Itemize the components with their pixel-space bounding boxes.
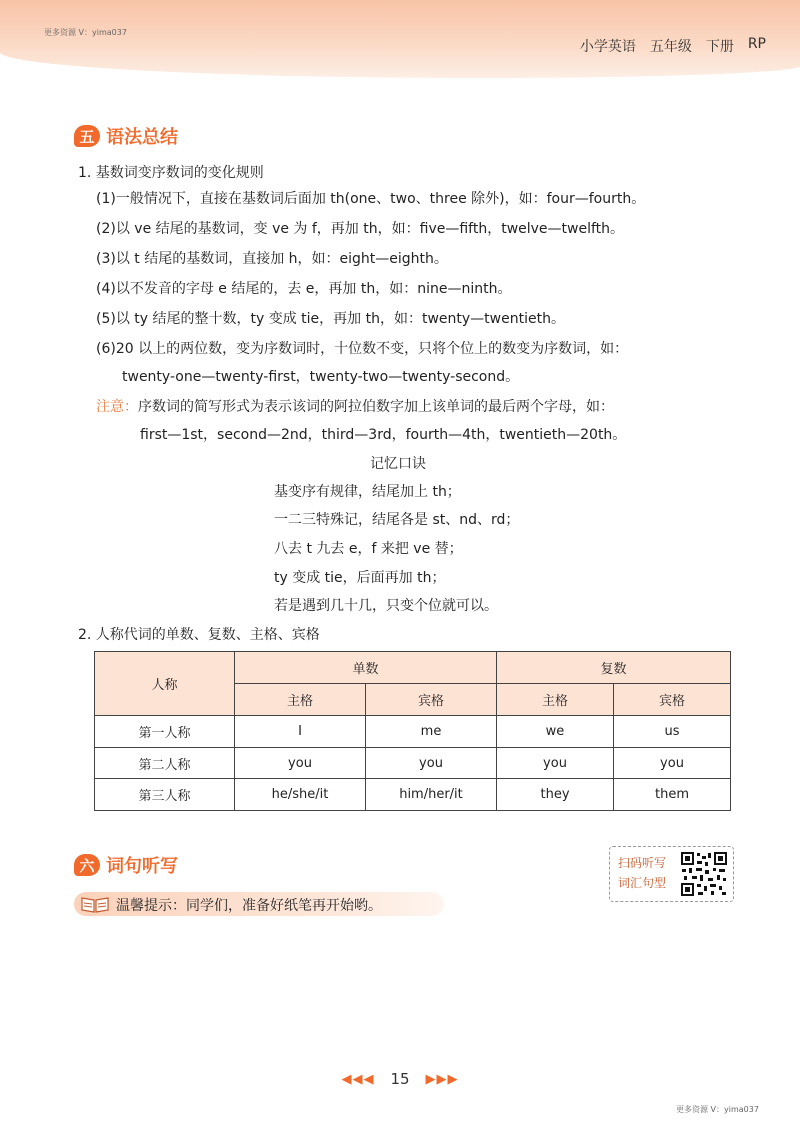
rule-5: (5)以 ty 结尾的整十数，ty 变成 tie，再加 th，如：twenty—twentieth。: [96, 311, 565, 327]
table-cell: 第二人称: [95, 748, 235, 779]
book-icon: [80, 895, 110, 913]
mnemonic-line-2: 一二三特殊记，结尾各是 st、nd、rd；: [274, 512, 520, 528]
mnemonic-line-4: ty 变成 tie，后面再加 th；: [274, 570, 446, 586]
table-cell: we: [497, 716, 614, 748]
note-example: first—1st，second—2nd，third—3rd，fourth—4th，twentieth—20th。: [140, 427, 627, 443]
right-arrows-icon: ▶▶▶: [425, 1071, 459, 1087]
book-subject: 小学英语: [579, 39, 636, 55]
rule-1: (1)一般情况下，直接在基数词后面加 th(one、two、three 除外)，如：four—fourth。: [96, 191, 646, 207]
left-arrows-icon: ◀◀◀: [341, 1071, 375, 1087]
item-2-heading: 2. 人称代词的单数、复数、主格、宾格: [78, 627, 320, 643]
section-heading-grammar: [74, 123, 178, 149]
qr-scan-box[interactable]: [609, 846, 734, 902]
table-cell: they: [497, 779, 614, 810]
table-cell: you: [614, 748, 730, 779]
table-cell: you: [235, 748, 366, 779]
item-1-heading: 1. 基数词变序数词的变化规则: [78, 165, 264, 181]
table-subheader: 主格: [497, 684, 614, 716]
table-cell: he/she/it: [235, 779, 366, 810]
book-title: [580, 36, 766, 56]
book-grade: 五年级: [649, 39, 692, 55]
page-number: 15: [390, 1070, 410, 1088]
rule-6-example: twenty-one—twenty-first，twenty-two—twenty-second。: [122, 369, 520, 385]
page-footer: [0, 1070, 800, 1088]
section-title-dictation: 词句听写: [106, 856, 178, 877]
table-group-header-plural: 复数: [497, 652, 730, 684]
table-cell: us: [614, 716, 730, 748]
section-heading-dictation: [74, 852, 178, 878]
rule-3: (3)以 t 结尾的基数词，直接加 h，如：eight—eighth。: [96, 251, 448, 267]
watermark-top: 更多资源 V：yima037: [44, 28, 127, 37]
section-title-grammar: 语法总结: [106, 127, 178, 148]
rule-6: (6)20 以上的两位数，变为序数词时，十位数不变，只将个位上的数变为序数词，如：: [96, 341, 629, 357]
table-cell: 第一人称: [95, 716, 235, 748]
mnemonic-title: 记忆口诀: [370, 456, 426, 472]
mnemonic-line-5: 若是遇到几十几，只变个位就可以。: [274, 598, 498, 614]
table-corner-header: 人称: [95, 652, 235, 716]
mnemonic-line-1: 基变序有规律，结尾加上 th；: [274, 484, 461, 500]
tip-text: 温馨提示：同学们，准备好纸笔再开始哟。: [116, 898, 382, 914]
table-subheader: 主格: [235, 684, 366, 716]
table-subheader: 宾格: [614, 684, 730, 716]
table-cell: him/her/it: [366, 779, 497, 810]
table-cell: you: [497, 748, 614, 779]
qr-label-line-1: 扫码听写: [618, 856, 667, 870]
section-badge-6: 六: [74, 854, 100, 876]
table-group-header-singular: 单数: [235, 652, 497, 684]
table-subheader: 宾格: [366, 684, 497, 716]
tip-bar: [74, 892, 444, 916]
table-cell: them: [655, 787, 689, 802]
pronoun-table: [94, 651, 731, 811]
mnemonic-line-3: 八去 t 九去 e，f 来把 ve 替；: [274, 541, 463, 557]
table-cell: me: [366, 716, 497, 748]
note-text: 序数词的简写形式为表示该词的阿拉伯数字加上该单词的最后两个字母，如：: [138, 399, 614, 415]
rule-2: (2)以 ve 结尾的基数词，变 ve 为 f，再加 th，如：five—fifth，twelve—twelfth。: [96, 221, 625, 237]
rule-4: (4)以不发音的字母 e 结尾的，去 e，再加 th，如：nine—ninth。: [96, 281, 512, 297]
watermark-bottom: 更多资源 V：yima037: [676, 1105, 759, 1114]
table-cell: you: [366, 748, 497, 779]
book-volume: 下册: [705, 39, 734, 55]
note-line: [96, 396, 614, 416]
qr-code-icon[interactable]: [680, 851, 728, 897]
section-badge-5: 五: [74, 125, 100, 147]
qr-label: [618, 853, 666, 893]
book-edition: RP: [747, 36, 766, 52]
table-cell: I: [235, 716, 366, 748]
table-cell: 第三人称: [95, 779, 235, 810]
qr-label-line-2: 词汇句型: [618, 876, 667, 890]
note-label: 注意：: [96, 399, 138, 415]
